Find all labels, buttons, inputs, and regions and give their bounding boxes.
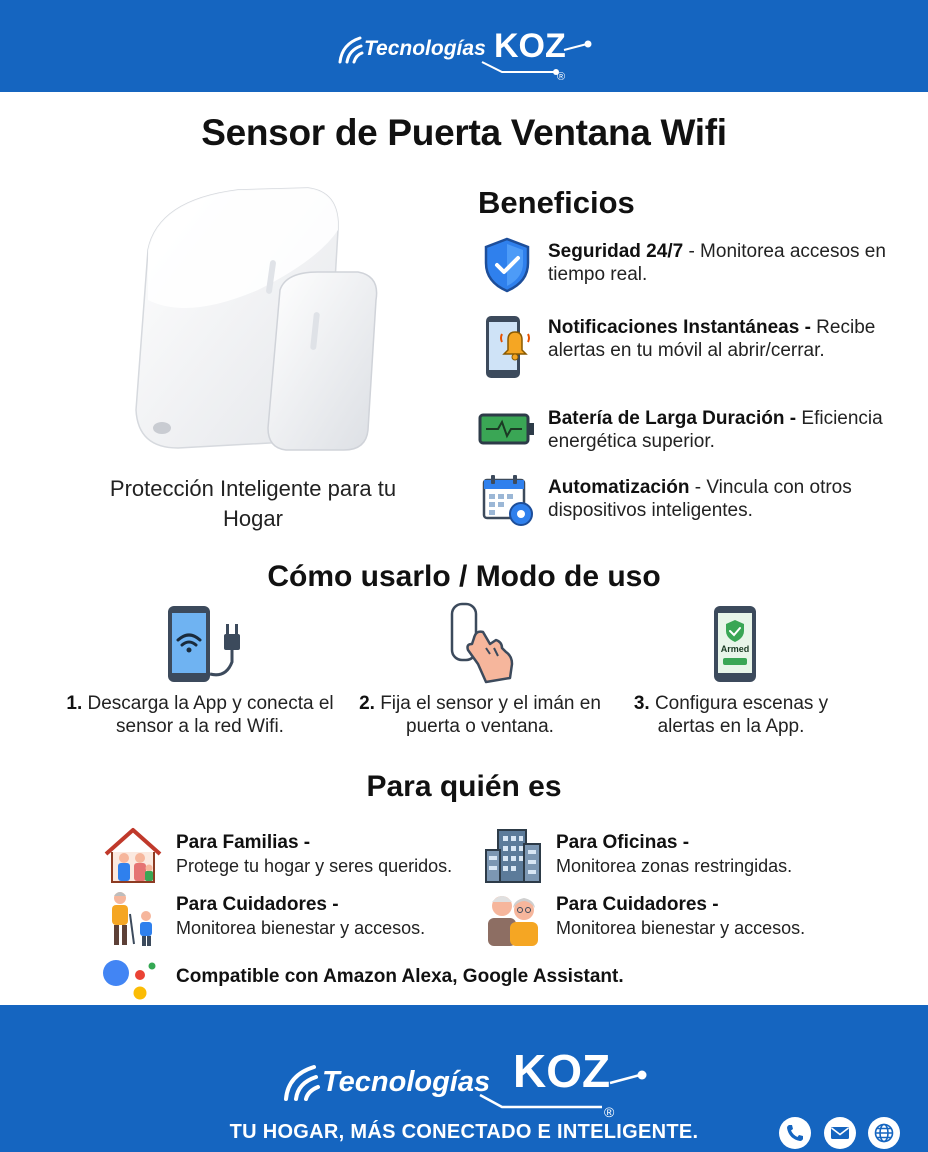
audience-caregivers-1-label: Para Cuidadores - [176, 894, 339, 915]
header-bar [0, 0, 928, 92]
office-building-icon [482, 826, 544, 886]
phone-armed-icon [712, 604, 758, 684]
audience-families-desc: Protege tu hogar y seres queridos. [176, 856, 453, 876]
audience-offices [482, 826, 902, 886]
sensor-product-image [118, 180, 408, 470]
caregiver-child-icon [102, 888, 164, 948]
audience-title: Para quién es [366, 770, 562, 803]
step-2-text: Fija el sensor y el imán en puerta o ventana. [374, 693, 601, 737]
shield-check-icon [478, 236, 536, 294]
audience-offices-desc: Monitorea zonas restringidas. [556, 856, 793, 876]
phone-bell-icon [478, 314, 536, 380]
audience-families [102, 826, 522, 886]
step-3-number: 3. [633, 693, 650, 714]
calendar-gear-icon [478, 472, 536, 530]
google-assistant-icon [100, 955, 160, 1005]
audience-caregivers-2 [482, 888, 902, 948]
mail-icon [830, 1123, 850, 1143]
audience-caregivers-2-desc: Monitorea bienestar y accesos. [556, 918, 806, 938]
website-button[interactable] [868, 1117, 900, 1149]
hand-sensor-icon [446, 602, 518, 686]
battery-icon [478, 409, 536, 449]
benefit-battery-title: Batería de Larga Duración - [548, 408, 797, 429]
benefit-notifications-title: Notificaciones Instantáneas - [548, 317, 811, 338]
step-3-text: Configura escenas y alertas en la App. [649, 693, 829, 737]
phone-button[interactable] [779, 1117, 811, 1149]
brand-mark: KOZ [494, 27, 566, 65]
brand-name: Tecnologías [364, 37, 486, 60]
audience-families-label: Para Familias - [176, 832, 311, 853]
benefit-security-title: Seguridad 24/7 [548, 241, 684, 262]
footer-brand-name: Tecnologías [322, 1066, 491, 1098]
compatibility-text: Compatible con Amazon Alexa, Google Assistant. [176, 966, 624, 987]
audience-caregivers-2-label: Para Cuidadores - [556, 894, 719, 915]
globe-icon [874, 1123, 894, 1143]
phone-wifi-plug-icon [164, 604, 246, 684]
audience-caregivers-1 [102, 888, 522, 948]
benefits-title: Beneficios [478, 185, 635, 220]
product-caption: Protección Inteligente para tu Hogar [109, 476, 397, 531]
page-title: Sensor de Puerta Ventana Wifi [201, 112, 727, 153]
how-to-use-title: Cómo usarlo / Modo de uso [267, 560, 661, 593]
armed-label: Armed [720, 644, 750, 654]
step-2-number: 2. [359, 693, 375, 714]
footer-brand-logo [280, 1035, 660, 1127]
footer-bar [0, 1005, 928, 1152]
step-1 [50, 692, 350, 738]
brand-logo [332, 10, 602, 84]
phone-icon [785, 1123, 805, 1143]
benefit-automation-desc: - Vincula con otros dispositivos inteligentes. [548, 477, 852, 521]
step-3 [618, 692, 844, 738]
audience-caregivers-1-desc: Monitorea bienestar y accesos. [176, 918, 426, 938]
benefit-automation-title: Automatización [548, 477, 690, 498]
benefit-security-desc: - Monitorea accesos en tiempo real. [548, 241, 886, 285]
footer-brand-mark: KOZ [513, 1045, 611, 1097]
step-1-text: Descarga la App y conecta el sensor a la red Wifi. [82, 693, 334, 737]
benefit-battery-desc: Eficiencia energética superior. [548, 408, 883, 452]
slogan: TU HOGAR, MÁS CONECTADO E INTELIGENTE. [229, 1121, 699, 1143]
step-1-number: 1. [66, 693, 83, 714]
email-button[interactable] [824, 1117, 856, 1149]
benefit-notifications-desc: Recibe alertas en tu móvil al abrir/cerrar. [548, 317, 876, 361]
footer-registered-mark: ® [604, 1104, 615, 1120]
audience-offices-label: Para Oficinas - [556, 832, 690, 853]
elderly-couple-icon [482, 888, 544, 948]
registered-mark: ® [557, 71, 566, 83]
family-house-icon [102, 826, 164, 886]
step-2 [355, 692, 605, 738]
